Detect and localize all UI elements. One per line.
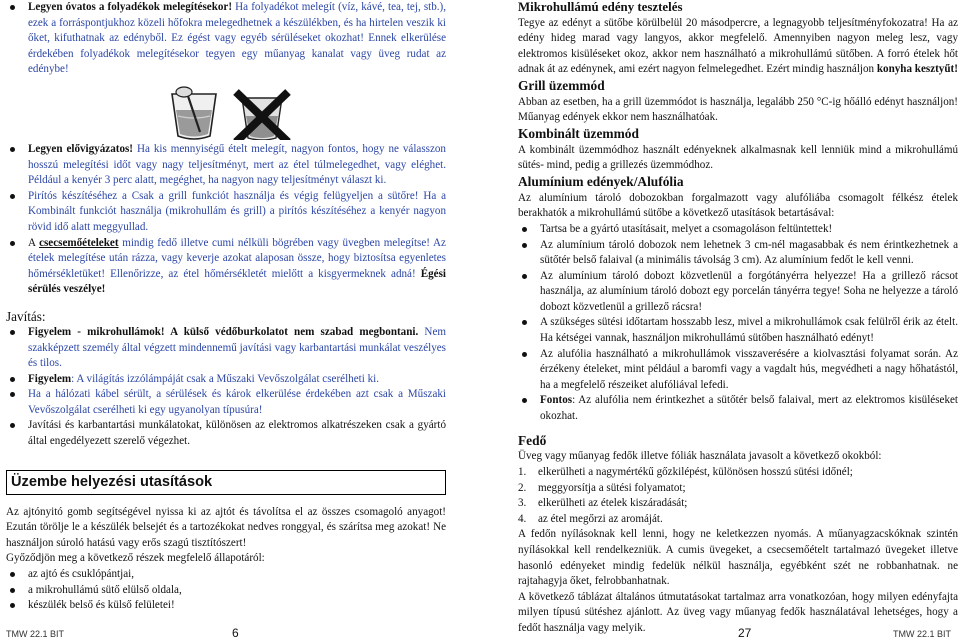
repair-warning-title: Figyelem - mikrohullámok!: [28, 325, 165, 338]
setup-intro: [6, 505, 446, 552]
repair-warning-cover: A külső védőburkolatot nem szabad megbontani.: [164, 325, 419, 338]
care-item-title: Legyen elővigyázatos!: [28, 142, 133, 155]
lid-text: Üveg vagy műanyag fedők illetve fóliák használata javasolt a következő okokból:: [518, 450, 882, 463]
repair-item-lamp: [6, 372, 446, 388]
lid-reason: [518, 465, 958, 481]
right-page-number: 27: [738, 626, 752, 640]
lid-reason-number: 1.: [518, 466, 527, 479]
setup-check-item: az ajtó és csuklópántjai,: [6, 567, 446, 583]
left-page-number: 6: [232, 626, 239, 640]
aluminium-item-important: [518, 393, 958, 424]
aluminium-item: Tartsa be a gyártó utasításait, melyet a csomagoláson feltüntettek!: [518, 222, 958, 238]
lamp-warning-text: : A világítás izzólámpáját csak a Műszaki Vevőszolgálat cserélheti ki.: [71, 372, 379, 385]
lid-reason-text: elkerülheti a nagymértékű gőzkilépést, különösen hosszú sütési időnél;: [538, 466, 853, 479]
repair-heading: Javítás:: [6, 308, 46, 324]
lid-heading: Fedő: [518, 432, 547, 448]
setup-intro-text: Az ajtónyitó gomb segítségével nyissa ki az ajtót és távolítsa el az összes csomagoló anyagot! Ezután törölje le a készülék belsejét és a tartozékokat nedves ronggyal, és szárítsa meg azokat! Ne használjon súroló hatású vagy erős szagú tisztítószert!: [6, 505, 446, 549]
lid-reason-number: 3.: [518, 497, 527, 510]
glass-spoon-illustration: [6, 82, 446, 140]
aluminium-item: A szükséges sütési időtartam hosszabb lesz, mivel a mikrohullámok csak felülről érik az ételt. Ha kétségei vannak, használjon mikrohullámú sütőben használható edényt!: [518, 315, 958, 346]
illustration-row: [6, 82, 446, 140]
grill-text: Abban az esetben, ha a grill üzemmódot is használja, legalább 250 °C-ig hőálló edényt használjon! Műanyag edények ekkor nem használhatóak.: [518, 95, 958, 124]
right-footer: TMW 22.1 BIT: [893, 629, 952, 639]
care-item-baby-food: [6, 236, 446, 298]
care-list: [6, 142, 446, 298]
lamp-warning-title: Figyelem: [28, 372, 72, 385]
lid-paragraph-1-end: rajtahagyja őket, felrobbanhatnak.: [518, 575, 670, 588]
important-text: : Az alufólia nem érintkezhet a sütőtér belső falaival, mert az elektromos kisüléseket okozhat.: [540, 394, 958, 423]
care-item-text: Például a kenyér 3 perc alatt, megéghet, ha nagyon nagy teljesítményt választ ki.: [28, 174, 387, 187]
aluminium-text: Az alumínium tároló dobozokban forgalmazott vagy alufóliába csomagolt félkész ételek berakhatók a mikrohullámú sütőbe a következő utasítások betartásával:: [518, 191, 958, 220]
care-item-lead: A: [28, 236, 40, 249]
setup-check-item: készülék belső és külső felületei!: [6, 598, 446, 614]
combined-text: A kombinált üzemmódhoz használt edényeknek alkalmasnak kell lenniük mind a mikrohullámú sütés- mind, pedig a grillezés üzemmódhoz.: [518, 143, 958, 172]
warning-list: [6, 0, 446, 78]
setup-check-item: a mikrohullámú sütő elülső oldala,: [6, 583, 446, 599]
baby-food-term: csecsemőételeket: [39, 236, 119, 249]
care-item-small-quantity: [6, 142, 446, 189]
lid-paragraph-1-text: A fedőn nyílásoknak kell lenni, hogy ne keletkezzen nyomás. A műanyagzacskóknak szintén nyílásokkal kell rendelkezniük. A cumis üvegeket, a csecsemőételt tartalmazó üvegeket illetve hasonló edényeket mindig fedelük nélkül használja, egyébként szét ne robbanhatnak.: [518, 528, 958, 572]
burn-warning: Égési sérülés veszélye!: [28, 267, 447, 296]
glove-warning: konyha kesztyűt!: [876, 63, 958, 76]
baby-food-text: mindig fedő illetve cumi nélküli bögrében vagy üvegben melegítse! Az ételek melegítése után rázza, vagy keverje azokat alaposan össze, hogy biztosítsa egyenletes hőmérsékletüket! Ellenőrizze, az étel hőmérsékletét mielőtt a kisgyermeknek adná!: [28, 236, 446, 280]
repair-item-microwave: [6, 325, 446, 372]
lid-reason: [518, 481, 958, 497]
important-label: Fontos: [540, 394, 573, 407]
liquid-warning-title: Legyen óvatos a folyadékok melegítésekor!: [28, 1, 233, 13]
setup-heading-box: [6, 470, 446, 495]
grill-heading: Grill üzemmód: [518, 77, 605, 93]
care-item-toast: [6, 189, 446, 236]
lid-reason-number: 4.: [518, 512, 527, 525]
repair-item-service: [6, 418, 446, 449]
lid-reason-number: 2.: [518, 481, 527, 494]
combined-heading: Kombinált üzemmód: [518, 125, 639, 141]
liquid-warning-item: [6, 0, 446, 78]
liquid-warning-blue: Ha folyadékot melegít (víz, kávé, tea, tej, stb.), ezek a forráspontjukhoz közeli hőfokra melegedhetnek a készülékben, és ha hirtelen veszik ki őket, kifuthatnak az edényből.: [28, 1, 447, 45]
left-footer: TMW 22.1 BIT: [6, 629, 65, 639]
lid-reason-list: [518, 465, 958, 527]
right-page: [518, 0, 958, 637]
crossed-glass-icon: [236, 92, 288, 140]
mw-test-body: Tegye az edényt a sütőbe körülbelül 20 másodpercre, a legnagyobb teljesítményfokozatra! Ha az edény hideg marad vagy langyos, akkor megfelelő. Amennyiben nagyon meleg lesz, vagy elektromos kisüléseket okoz, akkor nem használható a mikrohullámú sütőben. A forró ételek hőt adnak át az edénynek, ami ezért nagyon felmelegedhet. Ezért mindig használjon: [518, 16, 958, 76]
glass-icon: [172, 87, 216, 139]
mw-test-text: [518, 16, 958, 78]
liquid-warning-rest: Ez égést vagy egyéb sérüléseket okozhat! Ennek elkerülése érdekében folyadékok melegítésekor tegyen egy műanyag kanalat vagy üveg rudat az edénybe!: [28, 32, 446, 76]
lid-reason: [518, 512, 958, 528]
lid-reason-text: az étel megőrzi az aromáját.: [538, 512, 663, 525]
lid-paragraph-2: A következő táblázat általános útmutatásokat tartalmaz arra vonatkozóan, hogy milyen edényfajta milyen típusú sütéshez ajánlott. Az üveg vagy műanyag fedők használatával lehetséges, hogy a fedőt használja vagy melyik.: [518, 590, 958, 634]
aluminium-item: Az alumínium tároló dobozt közvetlenül a forgótányérra helyezze! Ha a grillező rácsot használja, az alumínium tároló dobozt egy porcelán tányérra tegye! Soha ne helyezze a tároló dobozt közvetlenül a grillező rácsra!: [518, 269, 958, 316]
setup-check-list: [6, 567, 446, 614]
aluminium-item: Az alumínium tároló dobozok nem lehetnek 3 cm-nél magasabbak és nem érintkezhetnek a sütőtér belső falaival (a minimális távolság 3 cm). Az alumínium fedőt le kell venni.: [518, 238, 958, 269]
lid-paragraph-1-word: ne: [947, 559, 958, 572]
lid-reason-text: meggyorsítja a sütési folyamatot;: [538, 481, 686, 494]
aluminium-heading: Alumínium edények/Alufólia: [518, 173, 684, 189]
setup-heading: Üzembe helyezési utasítások: [11, 473, 213, 490]
cable-warning-text: Ha a hálózati kábel sérült, a sérülések és károk elkerülése érdekében azt csak a Műszaki Vevőszolgálat cserélheti ki egy ugyanolyan típusúra!: [28, 388, 446, 416]
repair-warning-text: Nem szakképzett személy által végzett mindennemű javítási vagy karbantartási munkálat veszélyes és tilos.: [28, 325, 446, 370]
repair-list: [6, 325, 446, 450]
service-warning-text: Javítási és karbantartási munkálatokat, különösen az elektromos alkatrészeken csak a gyártó által engedélyezett szerelő végezhet.: [28, 419, 446, 448]
repair-item-cable: [6, 387, 446, 418]
setup-check: Győződjön meg a következő részek megfelelő állapotáról:: [6, 552, 265, 565]
mw-test-heading: Mikrohullámú edény tesztelés: [518, 0, 683, 14]
lid-reason: [518, 496, 958, 512]
left-page: [6, 0, 446, 614]
care-item-toast-text: Pirítós készítéséhez a Csak a grill funkciót használja és végig felügyeljen a sütőre! Ha a Kombinált funkciót használja (mikrohullám és grill) a pirítós készítéséhez a kenyér nagyon rövid idő alatt meggyullad.: [28, 189, 446, 233]
aluminium-item: Az alufólia használható a mikrohullámok visszaverésére a kiolvasztási folyamat során. Az érzékeny ételeket, mint például a baromfi vagy a vagdalt hús, megvédheti a nagy hőhatástól, ha a megfelelő részeiket alufóliával lefedi.: [518, 347, 958, 394]
care-item-blue-text: Ha kis mennyiségű ételt melegít, nagyon fontos, hogy ne válasszon hosszú melegítési időt vagy nagy teljesítményt, mert az étel túlmelegedhet, vagy eléghet.: [28, 142, 446, 171]
aluminium-list: [518, 222, 958, 425]
lid-reason-text: elkerülheti az ételek kiszáradását;: [538, 497, 688, 510]
lid-paragraph-1: [518, 527, 958, 589]
